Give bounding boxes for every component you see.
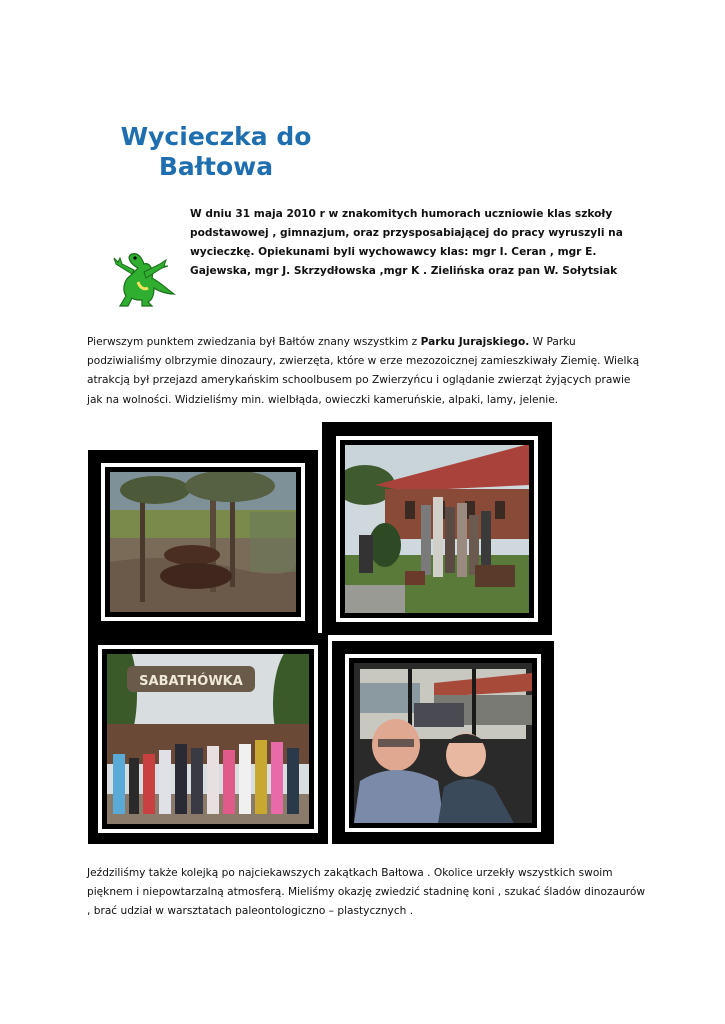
page-title: Wycieczka do Bałtowa <box>120 122 312 181</box>
photo-train <box>354 663 532 823</box>
paragraph-railway: Jeździliśmy także kolejką po najciekawszych zakątkach Bałtowa . Okolice urzekły wszystkich swoim pięknem i niepowtarzalną atmosferą. Mieliśmy okazję zwiedzić stadninę koni , szukać śladów dinozaurów , brać udział w warsztatach paleontologiczno – plastycznych . <box>87 867 646 918</box>
photo-sabathowka <box>107 654 309 824</box>
photo-building-group <box>345 445 529 613</box>
photo-frame-sabathowka <box>88 633 328 844</box>
intro-text: W dniu 31 maja 2010 r w znakomitych humorach uczniowie klas szkoły podstawowej , gimnazjum, oraz przysposabiającej do pracy wyruszyli na wycieczkę. Opiekunami byli wychowawcy klas: mgr I. Ceran , mgr E. Gajewska, mgr J. Skrzydłowska ,mgr K . Zielińska oraz pan W. Sołytsiak <box>190 208 623 277</box>
photo-frame-building-group <box>322 422 552 635</box>
photo-frame-bison <box>88 450 318 633</box>
paragraph-park-start: Pierwszym punktem zwiedzania był Bałtów znany wszystkim z <box>87 336 421 348</box>
paragraph-park-end: W Parku podziwialiśmy olbrzymie dinozaury, zwierzęta, które w erze mezozoicznej zamieszkiwały Ziemię. Wielką atrakcją był przejazd amerykańskim schoolbusem po Zwierzyńcu i oglądanie zwierząt żyjących prawie jak na wolności. Widzieliśmy min. wielbłąda, owieczki kameruńskie, alpaki, lamy, jelenie. <box>87 336 640 406</box>
paragraph-park <box>87 333 647 410</box>
photo-bison <box>110 472 296 612</box>
sabathowka-sign-text: SABATHÓWKA <box>139 674 243 689</box>
dinosaur-clipart-icon <box>108 250 180 308</box>
park-name: Parku Jurajskiego. <box>420 336 530 348</box>
photo-frame-train <box>332 641 554 844</box>
